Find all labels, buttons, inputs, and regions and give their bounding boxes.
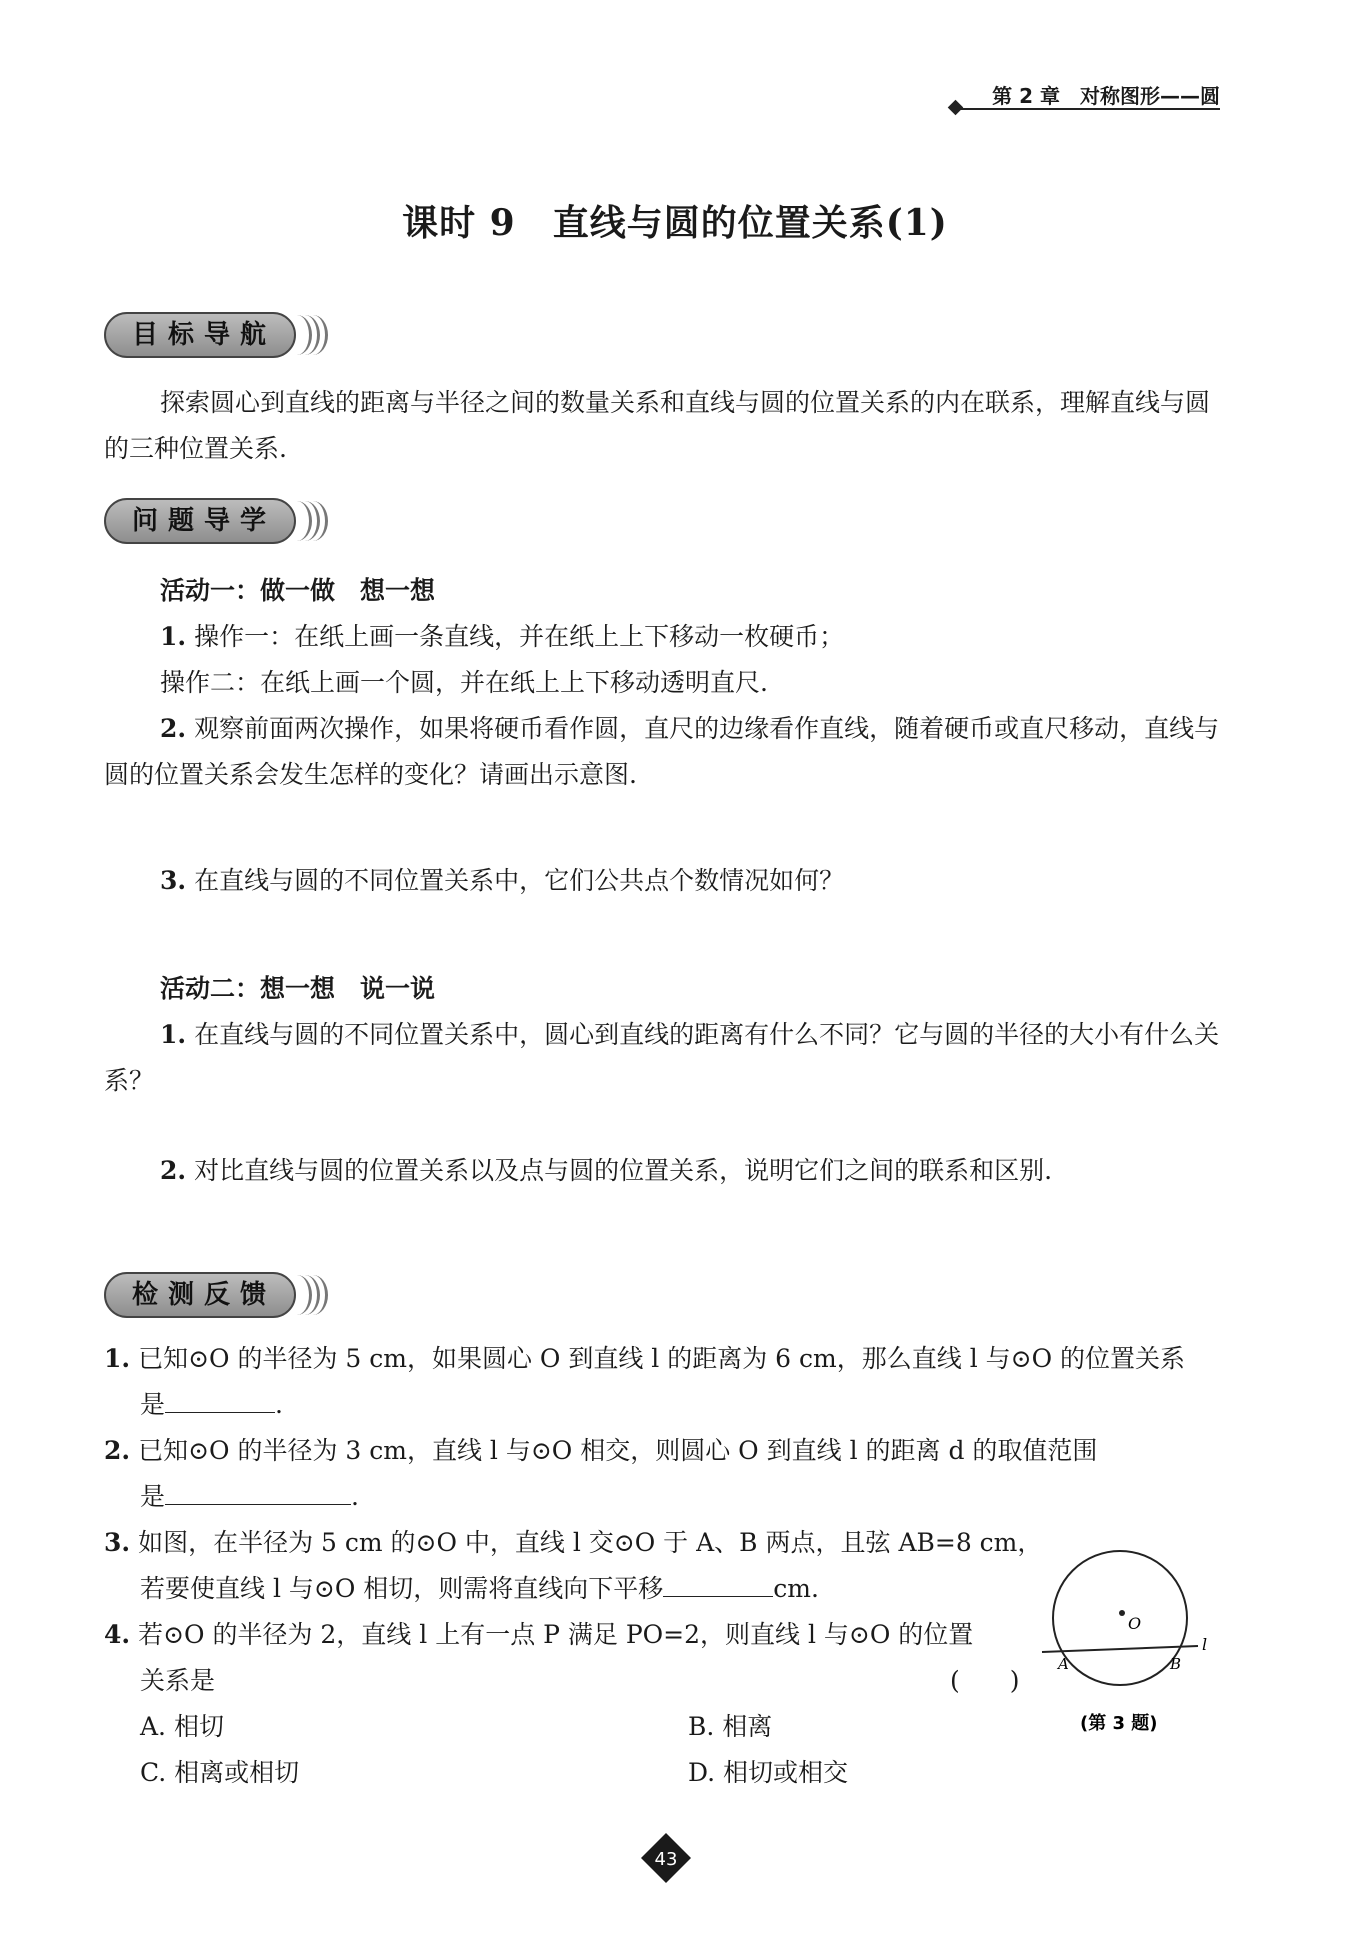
activity1-q1b: 操作二：在纸上画一个圆，并在纸上上下移动透明直尺.	[160, 668, 768, 697]
activity1-q1a: 1. 操作一：在纸上画一条直线，并在纸上上下移动一枚硬币；	[160, 622, 845, 651]
answer-blank-2[interactable]	[165, 1484, 351, 1505]
answer-blank-3[interactable]	[663, 1576, 773, 1597]
section-label: 检测反馈	[131, 1280, 276, 1310]
problem-1-cont: 是 .	[140, 1390, 283, 1419]
label-l: l	[1202, 1635, 1208, 1654]
section-banner-goal	[104, 312, 322, 362]
chapter-header: 第 2 章 对称图形——圆	[992, 84, 1220, 108]
problem-2-cont: 是 .	[140, 1482, 359, 1511]
problem-4-cont: 关系是	[140, 1666, 216, 1695]
activity1-q2: 2. 观察前面两次操作，如果将硬币看作圆，直尺的边缘看作直线，随着硬币或直尺移动，直线与圆的位置关系会发生怎样的变化？请画出示意图.	[104, 714, 1220, 789]
section-label: 问题导学	[131, 506, 276, 536]
page-number-badge	[640, 1832, 692, 1884]
label-b: B	[1170, 1655, 1182, 1673]
option-b[interactable]: B. 相离	[688, 1712, 773, 1741]
page-number: 43	[654, 1849, 678, 1870]
goal-text: 探索圆心到直线的距离与半径之间的数量关系和直线与圆的位置关系的内在联系，理解直线与圆的三种位置关系.	[104, 388, 1211, 463]
problem-3-cont: 若要使直线 l 与⊙O 相切，则需将直线向下平移 cm.	[140, 1574, 819, 1603]
activity1-title: 活动一：做一做 想一想	[160, 576, 436, 605]
center-point	[1119, 1610, 1125, 1616]
problem-1: 1. 已知⊙O 的半径为 5 cm，如果圆心 O 到直线 l 的距离为 6 cm，那么直线 l 与⊙O 的位置关系	[104, 1344, 1186, 1373]
activity2-q1: 1. 在直线与圆的不同位置关系中，圆心到直线的距离有什么不同？它与圆的半径的大小有什么关系？	[104, 1020, 1220, 1095]
activity1-q3: 3. 在直线与圆的不同位置关系中，它们公共点个数情况如何？	[160, 866, 845, 895]
figure-caption: (第 3 题)	[1080, 1713, 1158, 1734]
header-rule	[958, 108, 1220, 110]
section-banner-test	[104, 1272, 322, 1322]
answer-blank-1[interactable]	[165, 1392, 275, 1413]
activity2-q2: 2. 对比直线与圆的位置关系以及点与圆的位置关系，说明它们之间的联系和区别.	[160, 1156, 1053, 1185]
figure-circle-line	[1040, 1535, 1220, 1735]
option-d[interactable]: D. 相切或相交	[688, 1758, 849, 1787]
label-a: A	[1058, 1655, 1069, 1673]
page-title: 课时 9 直线与圆的位置关系(1)	[402, 202, 948, 244]
section-banner-study	[104, 498, 322, 548]
problem-2: 2. 已知⊙O 的半径为 3 cm，直线 l 与⊙O 相交，则圆心 O 到直线 l 的距离 d 的取值范围	[104, 1436, 1098, 1465]
label-o: O	[1128, 1614, 1142, 1633]
problem-3: 3. 如图，在半径为 5 cm 的⊙O 中，直线 l 交⊙O 于 A、B 两点，且弦 AB=8 cm，	[104, 1528, 1043, 1557]
option-c[interactable]: C. 相离或相切	[140, 1758, 300, 1787]
problem-4: 4. 若⊙O 的半径为 2，直线 l 上有一点 P 满足 PO=2，则直线 l 与⊙O 的位置	[104, 1620, 974, 1649]
answer-paren[interactable]: ( )	[950, 1666, 1020, 1695]
option-a[interactable]: A. 相切	[140, 1712, 224, 1741]
section-label: 目标导航	[131, 320, 276, 350]
activity2-title: 活动二：想一想 说一说	[160, 974, 436, 1003]
line-l	[1042, 1646, 1198, 1652]
circle-o	[1053, 1551, 1187, 1685]
